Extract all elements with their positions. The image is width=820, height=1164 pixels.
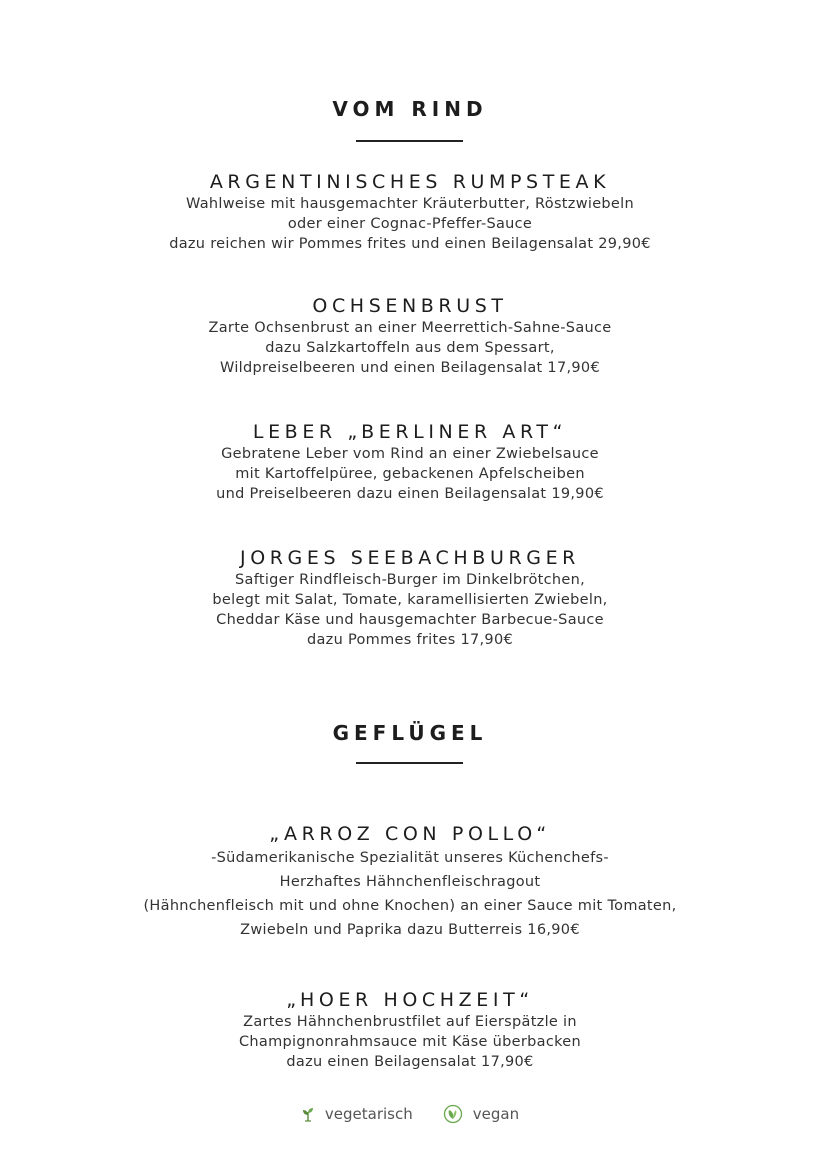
legend-vegetarian-label: vegetarisch xyxy=(324,1105,413,1123)
section-divider-rind xyxy=(356,140,463,142)
dish-name: „ARROZ CON POLLO“ xyxy=(269,823,551,845)
dish-name: LEBER „BERLINER ART“ xyxy=(252,421,568,443)
legend-vegan xyxy=(443,1104,519,1124)
dish-description-line: dazu reichen wir Pommes frites und einen Beilagensalat 29,90€ xyxy=(169,236,651,252)
dish-description-line: Zarte Ochsenbrust an einer Meerrettich-Sahne-Sauce xyxy=(208,320,612,336)
section-title-rind: VOM RIND xyxy=(332,97,488,121)
dish-description xyxy=(0,570,820,650)
dish-description-line: Zartes Hähnchenbrustfilet auf Eierspätzle in xyxy=(243,1014,577,1030)
legend-vegan-label: vegan xyxy=(472,1105,520,1123)
dish-description xyxy=(0,846,820,942)
dish-description-line: dazu Salzkartoffeln aus dem Spessart, xyxy=(265,340,555,356)
dish-description-line: belegt mit Salat, Tomate, karamellisierten Zwiebeln, xyxy=(212,592,608,608)
dish-description-line: oder einer Cognac-Pfeffer-Sauce xyxy=(287,216,533,232)
dish-description-line: Cheddar Käse und hausgemachter Barbecue-Sauce xyxy=(216,612,604,628)
dish-description-line: Wahlweise mit hausgemachter Kräuterbutter, Röstzwiebeln xyxy=(186,196,634,212)
dish-rumpsteak xyxy=(0,170,820,254)
dish-hoer-hochzeit xyxy=(0,988,820,1072)
dish-description-line: dazu einen Beilagensalat 17,90€ xyxy=(286,1054,534,1070)
dish-name: ARGENTINISCHES RUMPSTEAK xyxy=(209,171,611,193)
vegetarian-sprout-icon xyxy=(301,1106,315,1122)
dish-description xyxy=(0,444,820,504)
legend-vegetarian xyxy=(301,1105,413,1123)
vegan-leaf-icon xyxy=(443,1104,463,1124)
section-divider-gefluegel xyxy=(356,762,463,764)
dish-description-line: (Hähnchenfleisch mit und ohne Knochen) an einer Sauce mit Tomaten, xyxy=(143,898,677,914)
dish-description-line: und Preiselbeeren dazu einen Beilagensalat 19,90€ xyxy=(216,486,604,502)
dish-name: OCHSENBRUST xyxy=(312,295,508,317)
dish-name: JORGES SEEBACHBURGER xyxy=(240,547,580,569)
dish-description-line: Gebratene Leber vom Rind an einer Zwiebelsauce xyxy=(221,446,599,462)
dish-description xyxy=(0,1012,820,1072)
diet-legend xyxy=(0,1104,820,1124)
dish-description-line: mit Kartoffelpüree, gebackenen Apfelscheiben xyxy=(235,466,585,482)
dish-description-line: dazu Pommes frites 17,90€ xyxy=(306,632,514,648)
dish-leber xyxy=(0,420,820,504)
dish-description-line: Saftiger Rindfleisch-Burger im Dinkelbrötchen, xyxy=(235,572,585,588)
dish-seebachburger xyxy=(0,546,820,650)
dish-description-line: -Südamerikanische Spezialität unseres Küchenchefs- xyxy=(211,850,609,866)
dish-arroz-con-pollo xyxy=(0,822,820,942)
dish-description-line: Champignonrahmsauce mit Käse überbacken xyxy=(238,1034,581,1050)
dish-description xyxy=(0,194,820,254)
dish-description-line: Zwiebeln und Paprika dazu Butterreis 16,90€ xyxy=(240,922,580,938)
dish-name: „HOER HOCHZEIT“ xyxy=(286,989,534,1011)
dish-description-line: Wildpreiselbeeren und einen Beilagensalat 17,90€ xyxy=(220,360,600,376)
section-title-gefluegel: GEFLÜGEL xyxy=(332,721,488,745)
dish-description-line: Herzhaftes Hähnchenfleischragout xyxy=(279,874,541,890)
dish-description xyxy=(0,318,820,378)
dish-ochsenbrust xyxy=(0,294,820,378)
